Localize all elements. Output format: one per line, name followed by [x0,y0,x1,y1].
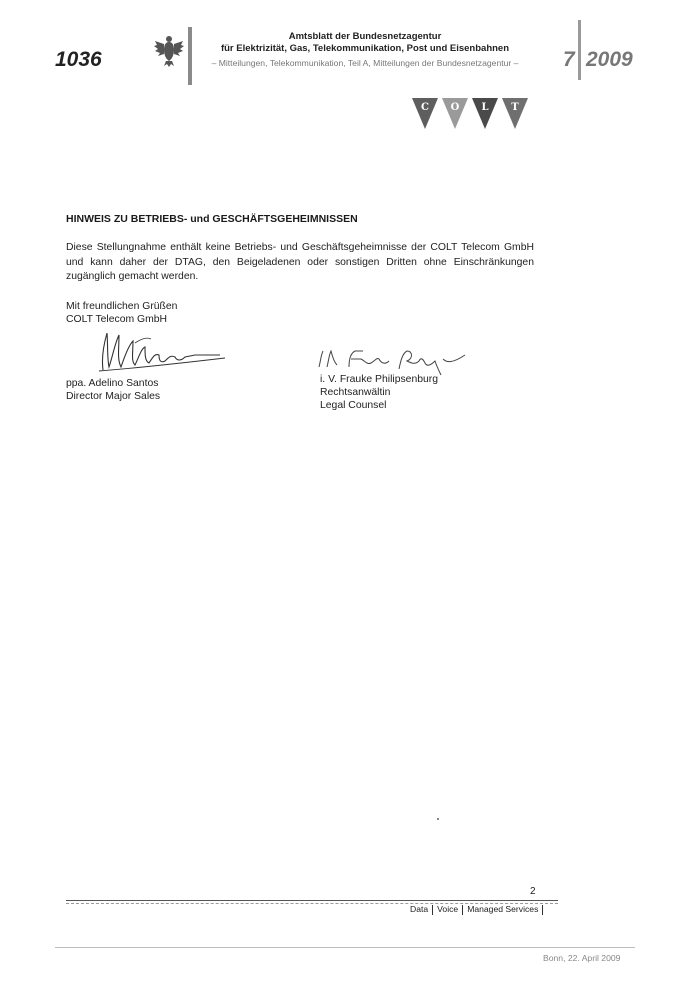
service-managed: Managed Services [467,904,539,914]
issue-divider-bar [578,20,581,80]
issue-number: 7 [563,48,575,71]
service-separator [462,905,463,915]
colt-logo-letter: T [511,102,519,113]
signer-left-name: ppa. Adelino Santos [66,378,159,389]
signer-right-role-en: Legal Counsel [320,400,387,411]
letter-page-number: 2 [530,886,536,897]
service-data: Data [410,904,429,914]
gazette-title-line2: für Elektrizität, Gas, Telekommunikation, Post und Eisenbahnen [220,42,510,54]
header-divider-bar [188,27,192,85]
colt-logo-letter: C [421,102,429,113]
signer-left [66,377,160,403]
federal-eagle-icon [153,33,185,67]
signer-left-role: Director Major Sales [66,391,161,402]
page-number: 1036 [55,48,102,71]
gazette-subtitle: – Mitteilungen, Telekommunikation, Teil A, Mitteilungen der Bundesnetzagentur – [211,58,519,68]
service-separator [542,905,543,915]
footer-services [410,904,547,915]
signer-right-role: Rechtsanwältin [320,387,391,398]
issue-year: 2009 [586,48,633,71]
footer-rule [66,900,558,901]
scan-speck [437,818,439,820]
gazette-title [195,31,535,54]
colt-logo-letter: L [481,102,489,113]
signature-left [95,325,230,375]
signer-right-name: i. V. Frauke Philipsenburg [320,374,439,385]
date-place: Bonn, 22. April 2009 [543,953,621,963]
company-name: COLT Telecom GmbH [66,314,168,325]
gazette-title-line1: Amtsblatt der Bundesnetzagentur [288,31,442,42]
page-bottom-rule [55,947,635,948]
body-paragraph: Diese Stellungnahme enthält keine Betriebs- und Geschäftsgeheimnisse der COLT Telecom GmbH und kann daher der DTAG, den Beigeladenen oder sonstigen Dritten ohne Einschränkungen zugänglich gemacht werden. [66,242,534,282]
colt-logo-letter: O [450,102,460,113]
closing-block [66,300,177,326]
colt-logo [410,97,530,131]
greeting: Mit freundlichen Grüßen [66,301,178,312]
service-separator [432,905,433,915]
signer-right [320,373,438,412]
service-voice: Voice [437,904,459,914]
section-heading: HINWEIS ZU BETRIEBS- und GESCHÄFTSGEHEIMNISSEN [66,213,358,225]
